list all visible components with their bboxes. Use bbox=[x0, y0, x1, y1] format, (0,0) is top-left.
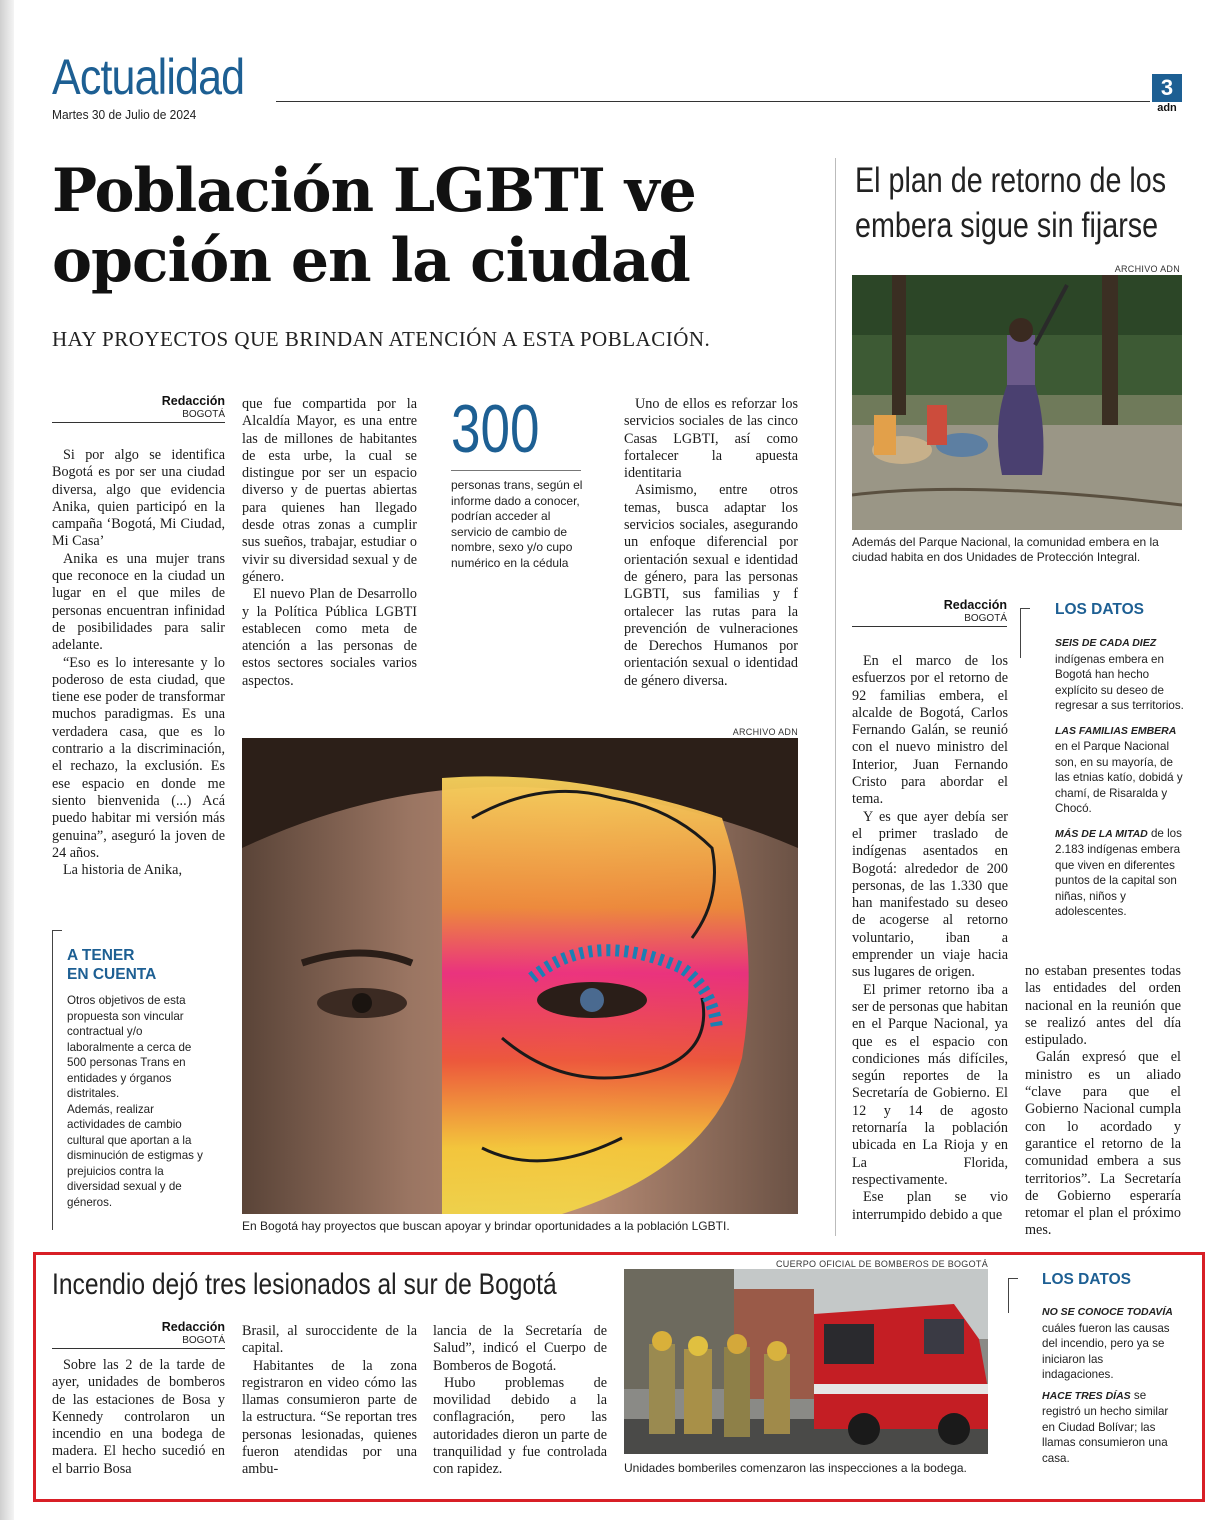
datos-lead: NO SE CONOCE TODAVÍA bbox=[1042, 1306, 1173, 1318]
header-rule bbox=[276, 101, 1150, 102]
bottom-column-2 bbox=[242, 1323, 417, 1479]
main-column-2 bbox=[242, 396, 417, 690]
paragraph: En el marco de los esfuerzos por el retorno de 92 familias embera, el alcalde de Bogotá, Carlos Fernando Galán, se reunió con el nuevo ministro del Interior, Juan Fernando Cristo para abordar el tema. bbox=[852, 653, 1008, 808]
paragraph: Galán expresó que el ministro es un aliado “clave para que el Gobierno Nacional cumpla con lo acordado y garantice el retorno de la comunidad embera a sus territorios”. La Secretaría de Gobierno esperaría retomar el plan el próximo mes. bbox=[1025, 1049, 1181, 1239]
datos-lead: LAS FAMILIAS EMBERA bbox=[1055, 724, 1177, 737]
datos-rule bbox=[1020, 608, 1021, 658]
byline-city: BOGOTÁ bbox=[52, 1335, 225, 1349]
main-column-4 bbox=[624, 396, 798, 690]
main-subhead: HAY PROYECTOS QUE BRINDAN ATENCIÓN A ESTA POBLACIÓN. bbox=[52, 327, 711, 351]
datos-item bbox=[1042, 1304, 1177, 1383]
bottom-photo-caption: Unidades bomberiles comenzaron las inspecciones a la bodega. bbox=[624, 1461, 967, 1475]
right-photo-caption: Además del Parque Nacional, la comunidad embera en la ciudad habita en dos Unidades de Protección Integral. bbox=[852, 535, 1159, 564]
paragraph: que fue compartida por la Alcaldía Mayor, es una entre las de millones de habitantes de esta urbe, la cual se distingue por ser un espacio diverso y de puertas abiertas para quienes han llegado desde otras zonas a cumplir sus sueños, trabajar, estudiar o vivir su diversidad sexual y de género. bbox=[242, 396, 417, 585]
bottom-byline bbox=[52, 1320, 225, 1349]
main-photo-caption: En Bogotá hay proyectos que buscan apoyar y brindar oportunidades a la población LGBTI. bbox=[242, 1219, 730, 1233]
issue-date: Martes 30 de Julio de 2024 bbox=[52, 107, 197, 122]
page-number: 3 bbox=[1152, 74, 1182, 102]
byline-name: Redacción bbox=[943, 598, 1007, 612]
bottom-column-3 bbox=[433, 1323, 607, 1479]
brand-logo: adn bbox=[1157, 102, 1177, 114]
datos-item bbox=[1055, 723, 1185, 817]
main-headline: Población LGBTI ve opción en la ciudad bbox=[52, 156, 696, 296]
sidebar-text bbox=[67, 993, 212, 1210]
right-datos-list bbox=[1055, 635, 1185, 929]
right-column-2 bbox=[1025, 963, 1181, 1240]
paragraph: “Eso es lo interesante y lo poderoso de esta ciudad, que tiene ese poder de transformar muchos paradigmas. Es una verdadera casa, que es lo contrario a la discriminación, el rechazo, la exclusión. Es ese espacio en donde me siento bienvenida (...) Acá puedo habitar mi versión más genuina”, aseguró la joven de 24 años. bbox=[52, 654, 225, 861]
paragraph: La historia de Anika, bbox=[63, 862, 182, 879]
datos-text: de los 2.183 indígenas embera que viven en diferentes puntos de la capital son niñas, niños y adolescentes. bbox=[1055, 826, 1182, 918]
byline-city: BOGOTÁ bbox=[52, 409, 225, 423]
sidebar-paragraph: Además, realizar actividades de cambio cultural que aportan a la disminución de estigmas y prejuicios contra la diversidad sexual y de géneros. bbox=[67, 1102, 203, 1209]
paragraph: Uno de ellos es reforzar los servicios sociales de las cinco Casas LGBTI, así como fortalecer la apuesta identitaria bbox=[624, 396, 798, 482]
sidebar-rule bbox=[52, 930, 53, 1230]
paragraph: Brasil, al suroccidente de la capital. bbox=[242, 1323, 417, 1357]
sidebar-title-line: A TENER bbox=[67, 947, 135, 964]
datos-lead: MÁS DE LA MITAD bbox=[1055, 827, 1148, 840]
page-edge-shadow bbox=[0, 0, 14, 1520]
right-photo-park bbox=[852, 275, 1182, 530]
datos-lead: HACE TRES DÍAS bbox=[1042, 1389, 1131, 1402]
paragraph: no estaban presentes todas las entidades del orden nacional en la reunión que se realizó antes del día estipulado. bbox=[1025, 963, 1181, 1049]
paragraph: El nuevo Plan de Desarrollo y la Política Pública LGBTI establecen como meta de atención a las personas de estos sectores sociales varios aspectos. bbox=[242, 586, 417, 689]
bottom-photo-firetruck bbox=[624, 1269, 988, 1454]
sidebar-tick bbox=[52, 930, 62, 931]
datos-text: indígenas embera en Bogotá han hecho explícito su deseo de regresar a sus territorios. bbox=[1055, 652, 1184, 712]
main-byline bbox=[52, 394, 225, 423]
datos-tick bbox=[1020, 608, 1030, 609]
main-column-1 bbox=[52, 447, 225, 879]
paragraph: El primer retorno iba a ser de personas que habitan en el Parque Nacional, ya que es el espacio con condiciones más difíciles, según reportes de la Secretaría de Gobierno. El 12 y 14 de agosto retornaría la población ubicada en La Rioja y en La Florida, respectivamente. bbox=[852, 981, 1009, 1188]
datos-text: en el Parque Nacional son, en su mayoría, de las etnias katío, dobidá y chamí, de Risaralda y Chocó. bbox=[1055, 740, 1183, 815]
paragraph: Asimismo, entre otros temas, busca adaptar los servicios sociales, asegurando un enfoque diferencial por orientación sexual e identidad de género, para las personas LGBTI, sus familias y f ortalecer las rutas para la prevención de vulneraciones de Derechos Humanos por orientación sexual o identidad de género diversa. bbox=[624, 482, 798, 689]
paragraph: Sobre las 2 de la tarde de ayer, unidades de bomberos de las estaciones de Bosa y Kennedy controlaron un incendio en una bodega de madera. El hecho sucedió en el barrio Bosa bbox=[52, 1357, 225, 1477]
bottom-datos-title: LOS DATOS bbox=[1042, 1271, 1131, 1288]
datos-item bbox=[1055, 826, 1185, 920]
datos-tick bbox=[1008, 1278, 1018, 1279]
byline-name: Redacción bbox=[161, 394, 225, 408]
right-photo-credit: ARCHIVO ADN bbox=[1114, 264, 1180, 274]
stat-text: personas trans, según el informe dado a conocer, podrían acceder al servicio de cambio de nombre, sexo y/o cupo numérico en la cédula bbox=[451, 478, 583, 570]
datos-lead: SEIS DE CADA DIEZ bbox=[1055, 637, 1157, 649]
datos-item bbox=[1055, 635, 1185, 714]
sidebar-title bbox=[67, 946, 156, 984]
datos-text: se registró un hecho similar en Ciudad Bolívar; las llamas consumieron una casa. bbox=[1042, 1388, 1169, 1465]
main-photo-face-paint bbox=[242, 738, 798, 1214]
section-title: Actualidad bbox=[52, 49, 245, 105]
stat-rule bbox=[451, 470, 581, 471]
bottom-photo-credit: CUERPO OFICIAL DE BOMBEROS DE BOGOTÁ bbox=[776, 1259, 988, 1269]
main-photo-credit: ARCHIVO ADN bbox=[732, 727, 798, 737]
right-column-1 bbox=[852, 653, 1008, 1224]
paragraph: Habitantes de la zona registraron en video cómo las llamas consumieron parte de la estructura. “Se reportan tres personas lesionadas, quienes fueron atendidas por una ambu- bbox=[242, 1357, 417, 1478]
byline-name: Redacción bbox=[161, 1320, 225, 1334]
paragraph: lancia de la Secretaría de Salud”, indicó el Cuerpo de Bomberos de Bogotá. bbox=[433, 1323, 607, 1374]
paragraph: Si por algo se identifica Bogotá es por ser una ciudad diversa, algo que evidencia Anika, quien participó en la campaña ‘Bogotá, Mi Ciudad, Mi Casa’ bbox=[52, 447, 225, 550]
right-datos-title: LOS DATOS bbox=[1055, 601, 1144, 618]
sidebar-title-line: EN CUENTA bbox=[67, 966, 157, 983]
datos-text: cuáles fueron las causas del incendio, pero ya se iniciaron las indagaciones. bbox=[1042, 1321, 1170, 1381]
right-headline bbox=[855, 158, 1167, 248]
datos-rule bbox=[1008, 1278, 1009, 1313]
paragraph: Anika es una mujer trans que reconoce en la ciudad un lugar en el que miles de personas encuentran infinidad de posibilidades para salir adelante. bbox=[52, 550, 225, 654]
byline-city: BOGOTÁ bbox=[852, 613, 1007, 627]
stat-number: 300 bbox=[451, 391, 540, 467]
right-byline bbox=[852, 598, 1007, 627]
paragraph: Hubo problemas de movilidad debido a la conflagración, pero las autoridades dieron un parte de tranquilidad y fue controlada con rapidez. bbox=[433, 1374, 607, 1478]
right-headline-text: El plan de retorno de los embera sigue sin fijarse bbox=[855, 161, 1167, 245]
sidebar-paragraph: Otros objetivos de esta propuesta son vincular contractual y/o laboralmente a cerca de 500 personas Trans en entidades y órganos distritales. bbox=[67, 994, 192, 1100]
column-separator bbox=[835, 158, 836, 1236]
bottom-datos-list bbox=[1042, 1304, 1177, 1475]
bottom-column-1 bbox=[52, 1357, 225, 1478]
paragraph: Ese plan se vio interrumpido debido a que bbox=[852, 1189, 1008, 1223]
datos-item bbox=[1042, 1388, 1177, 1467]
bottom-headline: Incendio dejó tres lesionados al sur de Bogotá bbox=[52, 1268, 557, 1301]
paragraph: Y es que ayer debía ser el primer traslado de indígenas asentados en Bogotá: alrededor de 200 personas, de las 1.330 que han manifestado su deseo de acogerse al retorno voluntario, iban a emprender un viaje hacia sus lugares de origen. bbox=[852, 808, 1008, 981]
